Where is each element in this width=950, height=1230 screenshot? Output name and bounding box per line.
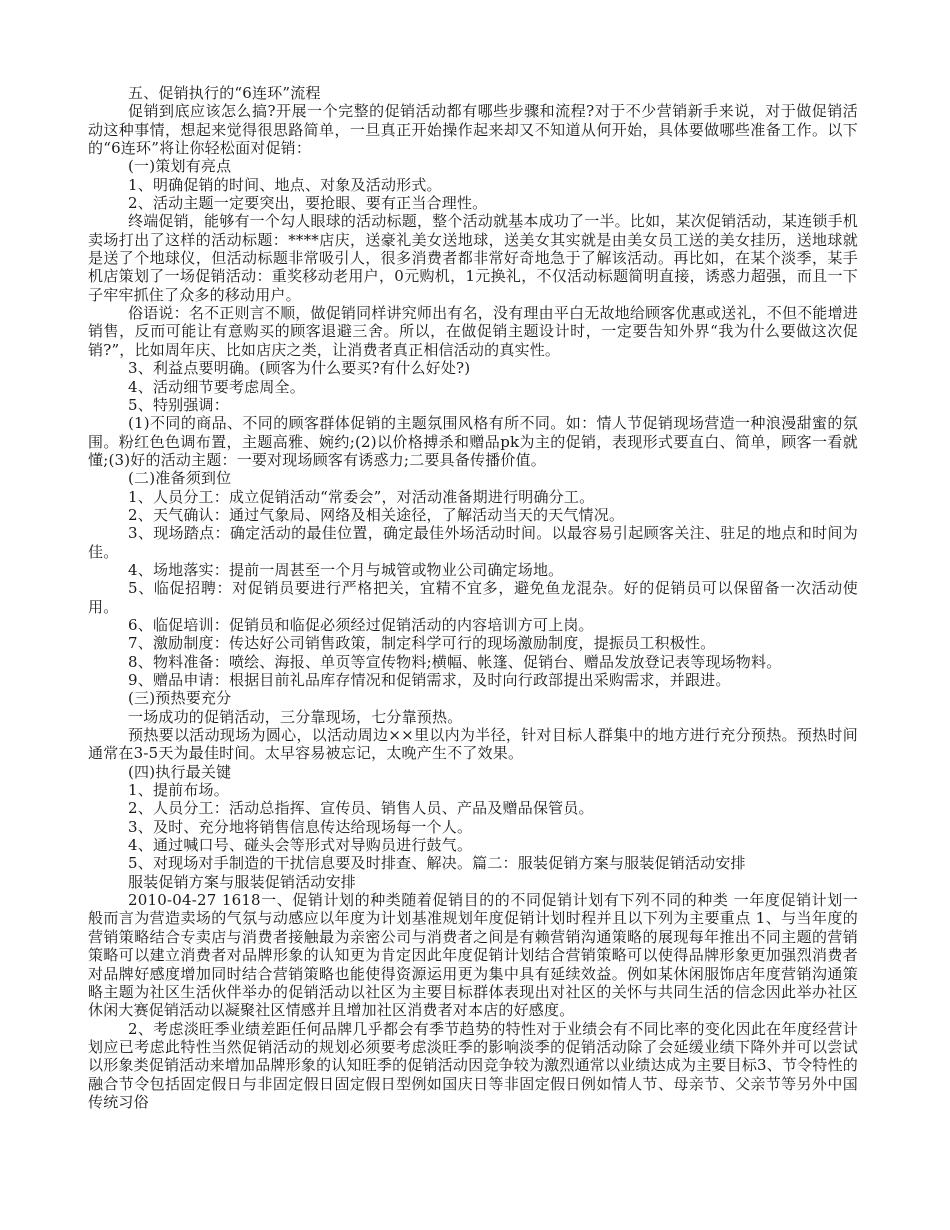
list-item: 4、通过喊口号、碰头会等形式对导购员进行鼓气。 [128, 836, 473, 855]
document-body [88, 84, 858, 1111]
list-item: 9、赠品申请：根据目前礼品库存情况和促销需求，及时向行政部提出采购需求，并跟进。 [128, 671, 731, 689]
list-item: 1、人员分工：成立促销活动“常委会”，对活动准备期进行明确分工。 [128, 487, 595, 506]
list-item: 3、及时、充分地将销售信息传达给现场每一个人。 [128, 817, 473, 836]
list-item: 7、激励制度：传达好公司销售政策，制定科学可行的现场激励制度，提振员工积极性。 [128, 634, 716, 653]
paragraph: 俗语说：名不正则言不顺，做促销同样讲究师出有名，没有理由平白无故地给顾客优惠或送礼，不但不能增进销售，反而可能让有意购买的顾客退避三舍。所以，在做促销主题设计时，一定要告知外界“我为什么要做这次促销?”，比如周年庆、比如店庆之类，让消费者真正相信活动的真实性。 [88, 304, 858, 359]
section-heading: 五、促销执行的“6连环”流程 [128, 84, 321, 102]
list-item: 6、临促培训：促销员和临促必须经过促销活动的内容培训方可上岗。 [128, 615, 594, 634]
paragraph: 终端促销，能够有一个勾人眼球的活动标题，整个活动就基本成功了一半。比如，某次促销活动，某连锁手机卖场打出了这样的活动标题：****店庆，送豪礼美女送地球，送美女其实就是由美女员工送的美女挂历，送地球就是送了个地球仪，但活动标题非常吸引人，很多消费者都非常好奇地急于了解该活动。再比如，在某个淡季，某手机店策划了一场促销活动：重奖移动老用户，0元购机，1元换礼，不仅活动标题简明直接，诱惑力超强，而且一下子牢牢抓住了众多的移动用户。 [88, 212, 858, 304]
list-item: 3、利益点要明确。(顾客为什么要买?有什么好处?) [128, 359, 471, 378]
subsection-heading: (四)执行最关键 [128, 762, 232, 781]
list-item: 8、物料准备：喷绘、海报、单页等宣传物料;横幅、帐篷、促销台、赠品发放登记表等现场物料。 [128, 652, 782, 671]
list-item: 1、提前布场。 [128, 781, 229, 800]
paragraph: 预热要以活动现场为圆心，以活动周边××里以内为半径，针对目标人群集中的地方进行充分预热。预热时间通常在3-5天为最佳时间。太早容易被忘记，太晚产生不了效果。 [88, 726, 858, 763]
paragraph: 促销到底应该怎么搞?开展一个完整的促销活动都有哪些步骤和流程?对于不少营销新手来说，对于做促销活动这种事情，想起来觉得很思路简单，一旦真正开始操作起来却又不知道从何开始，具体要做哪些准备工作。以下的“6连环”将让你轻松面对促销： [88, 102, 858, 158]
list-item: 5、临促招聘：对促销员要进行严格把关，宜精不宜多，避免鱼龙混杂。好的促销员可以保留备一次活动使用。 [88, 579, 858, 616]
subsection-heading: (一)策划有亮点 [128, 157, 232, 176]
list-item: 2、活动主题一定要突出，要抢眼、要有正当合理性。 [128, 194, 488, 213]
list-item: 2、天气确认：通过气象局、网络及相关途径，了解活动当天的天气情况。 [128, 505, 625, 524]
list-item: 4、场地落实：提前一周甚至一个月与城管或物业公司确定场地。 [128, 560, 564, 579]
list-item: 1、明确促销的时间、地点、对象及活动形式。 [128, 175, 442, 194]
paragraph: 2、考虑淡旺季业绩差距任何品牌几乎都会有季节趋势的特性对于业绩会有不同比率的变化因此在年度经营计划应已考虑此特性当然促销活动的规划必须要考虑淡旺季的影响淡季的促销活动除了会延缓业绩下降外并可以尝试以形象类促销活动来增加品牌形象的认知旺季的促销活动因竞争较为激烈通常以业绩达成为主要目标3、节令特性的融合节令包括固定假日与非固定假日固定假日型例如国庆日等非固定假日例如情人节、母亲节、父亲节等另外中国传统习俗 [88, 1019, 858, 1111]
paragraph: 服装促销方案与服装促销活动安排 [128, 872, 357, 891]
list-item: 2、人员分工：活动总指挥、宣传员、销售人员、产品及赠品保管员。 [128, 799, 594, 818]
list-item: 5、特别强调： [128, 395, 229, 414]
list-item: 5、对现场对手制造的干扰信息要及时排查、解决。篇二：服装促销方案与服装促销活动安排 [128, 854, 746, 873]
paragraph: (1)不同的商品、不同的顾客群体促销的主题氛围风格有所不同。如：情人节促销现场营造一种浪漫甜蜜的氛围。粉红色色调布置，主题高雅、婉约;(2)以价格搏杀和赠品pk为主的促销，表现形式要直白、简单，顾客一看就懂;(3)好的活动主题：一要对现场顾客有诱惑力;二要具备传播价值。 [88, 414, 858, 469]
list-item: 3、现场踏点：确定活动的最佳位置，确定最佳外场活动时间。以最容易引起顾客关注、驻足的地点和时间为佳。 [88, 524, 858, 561]
paragraph: 一场成功的促销活动，三分靠现场，七分靠预热。 [128, 707, 463, 726]
subsection-heading: (三)预热要充分 [128, 689, 232, 708]
list-item: 4、活动细节要考虑周全。 [128, 377, 305, 396]
paragraph: 2010-04-27 1618一、促销计划的种类随着促销目的的不同促销计划有下列不同的种类 一年度促销计划一般而言为营造卖场的气氛与动感应以年度为计划基准规划年度促销计划时程并且以下列为主要重点 1、与当年度的营销策略结合专卖店与消费者接触最为亲密公司与消费者之间是有赖营销沟通策略的展现每年推出不同主题的营销策略可以建立消费者对品牌形象的认知更为肯定因此年度促销计划结合营销策略可以使得品牌形象更加强烈消费者对品牌好感度增加同时结合营销策略也能使得资源运用更为集中具有延续效益。例如某休闲服饰店年度营销沟通策略主题为社区生活伙伴举办的促销活动以社区为主要目标群体表现出对社区的关怀与共同生活的信念因此举办社区休闲大赛促销活动以凝聚社区情感并且增加社区消费者对本店的好感度。 [88, 891, 858, 1020]
subsection-heading: (二)准备须到位 [128, 469, 232, 488]
